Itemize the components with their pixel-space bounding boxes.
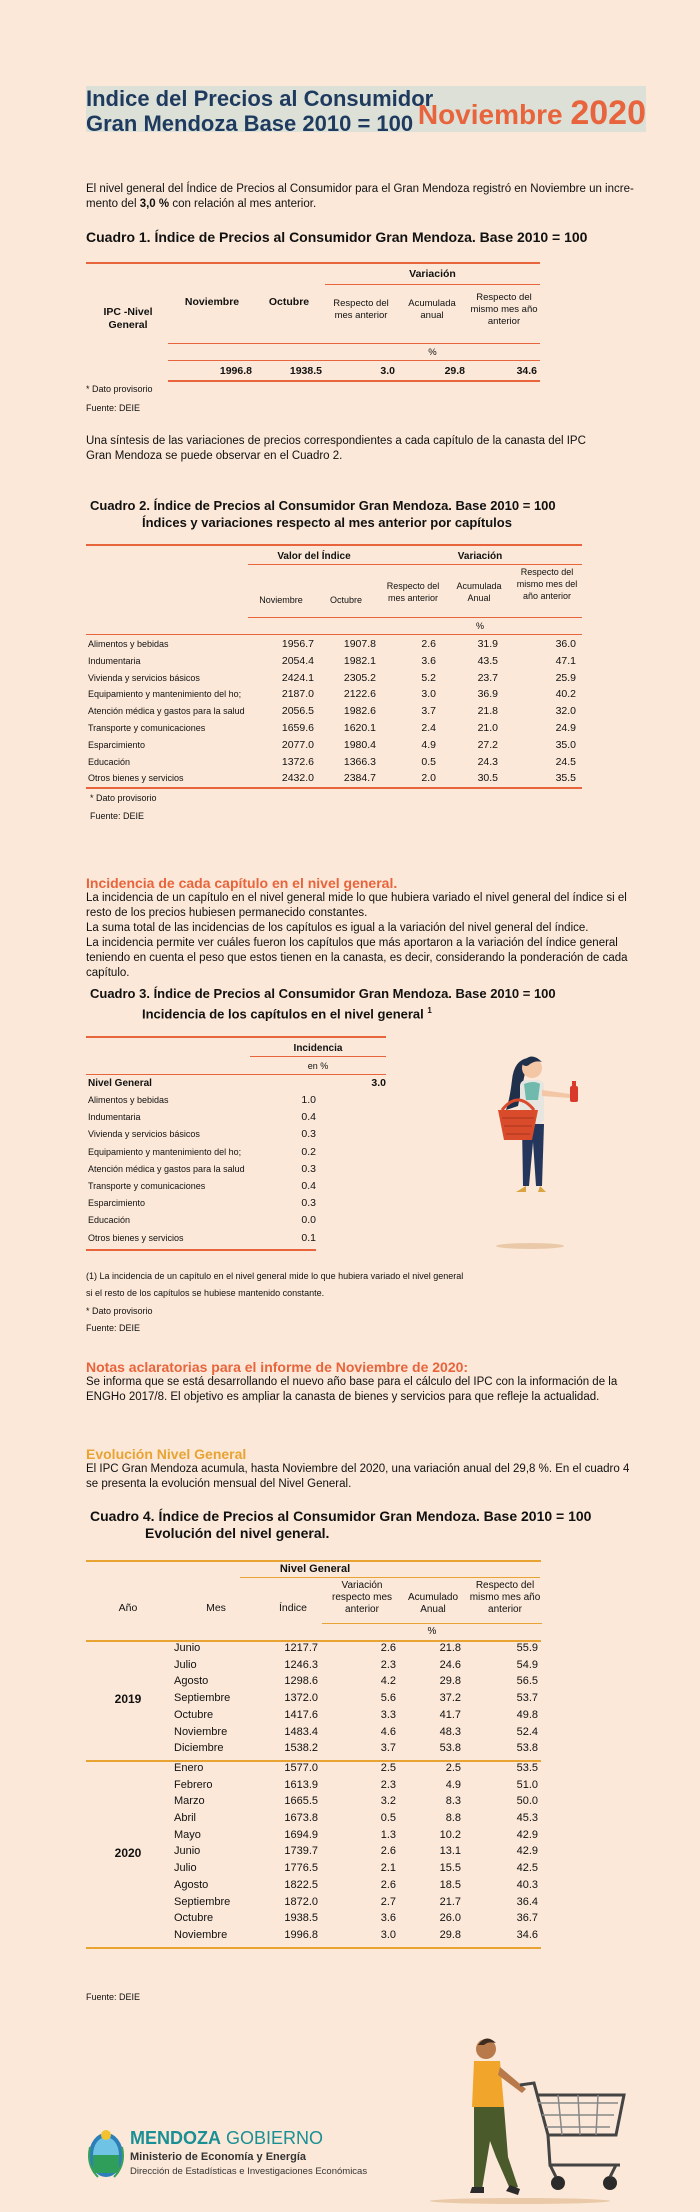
cell-value: 3.2 <box>380 1795 396 1808</box>
cell-value: 1694.9 <box>284 1828 318 1841</box>
cell-value: 36.9 <box>477 688 498 701</box>
cuadro3-general-value: 3.0 <box>371 1077 386 1089</box>
cuadro3-unit: en % <box>307 1061 329 1071</box>
cell-value: 4.6 <box>380 1725 396 1738</box>
cell-value: 5.2 <box>421 671 436 684</box>
report-title: Indice del Precios al Consumidor Gran Mendoza Base 2010 = 100 <box>86 86 434 136</box>
cell-value: 2.6 <box>380 1845 396 1858</box>
cell-value: 2.3 <box>380 1658 396 1671</box>
cell-value: 2122.6 <box>343 688 376 701</box>
cuadro4-col-acum: Acumulado Anual <box>407 1592 459 1615</box>
cell-value: 2384.7 <box>343 772 376 785</box>
cell-value: 2432.0 <box>281 772 314 785</box>
table-row <box>0 704 700 720</box>
table-row <box>0 1762 700 1778</box>
notas-heading: Notas aclaratorias para el informe de Noviembre de 2020: <box>86 1359 469 1375</box>
cell-value: 4.2 <box>380 1675 396 1688</box>
cell-value: 25.9 <box>555 671 576 684</box>
cell-value: 3.7 <box>380 1742 396 1755</box>
cell-value: 2.1 <box>380 1862 396 1875</box>
cell-value: 1822.5 <box>284 1878 318 1891</box>
cell-value: 51.0 <box>516 1778 538 1791</box>
cuadro1-col-mes: Respecto del mes anterior <box>333 298 389 321</box>
evolucion-text: El IPC Gran Mendoza acumula, hasta Noviembre del 2020, una variación anual del 29,8 %. En el cuadro 4 se presenta la evolución mensual del Nivel General. <box>86 1463 630 1490</box>
table-row <box>0 1726 700 1742</box>
row-label: Otros bienes y servicios <box>88 1232 184 1243</box>
cuadro2-note: * Dato provisorio <box>90 793 157 803</box>
table-row <box>0 738 700 754</box>
cell-value: 2.6 <box>380 1642 396 1654</box>
cuadro3-note: * Dato provisorio <box>86 1306 153 1316</box>
table-row <box>0 654 700 670</box>
cell-value: 0.5 <box>380 1812 396 1824</box>
cell-value: 0.3 <box>301 1128 316 1141</box>
cell-value: 29.8 <box>439 1928 461 1941</box>
cuadro1-value: 34.6 <box>516 365 537 377</box>
cuadro1-note: * Dato provisorio <box>86 384 153 394</box>
cell-value: 0.4 <box>301 1180 316 1192</box>
cell-value: 21.0 <box>477 722 498 734</box>
cell-value: 0.3 <box>301 1162 316 1175</box>
cell-value: 1982.1 <box>343 654 376 667</box>
cell-value: 1907.8 <box>343 638 376 650</box>
cell-value: 3.3 <box>380 1708 396 1721</box>
cell-value: 1366.3 <box>343 755 376 768</box>
notas-text: Se informa que se está desarrollando el nuevo año base para el cálculo del IPC con la información de la ENGHo 2017/8. El objetivo es ampliar la canasta de bienes y servicios para que refleje la actualidad. <box>86 1376 618 1403</box>
row-label: Esparcimiento <box>88 739 146 750</box>
row-label: Atención médica y gastos para la salud <box>88 706 245 717</box>
cell-value: 1872.0 <box>284 1895 318 1908</box>
ministerio-name: Ministerio de Economía y Energía <box>130 2151 307 2163</box>
year-label: 2019 <box>114 1692 142 1707</box>
divider <box>322 1623 542 1624</box>
cell-value: 2.5 <box>445 1761 461 1774</box>
divider <box>86 787 582 789</box>
cuadro4-pct: % <box>427 1626 437 1637</box>
cell-value: 18.5 <box>439 1878 461 1891</box>
table-row <box>0 1659 700 1675</box>
month-label: Marzo <box>174 1795 205 1808</box>
cuadro4-group: Nivel General <box>279 1563 351 1575</box>
cuadro2-col-oct: Octubre <box>329 595 362 605</box>
month-label: Diciembre <box>174 1742 224 1755</box>
cell-value: 2.6 <box>380 1878 396 1891</box>
month-label: Agosto <box>174 1878 209 1891</box>
cuadro4-col-mes: Mes <box>206 1602 226 1614</box>
cell-value: 47.1 <box>555 654 576 667</box>
cell-value: 35.5 <box>555 772 576 785</box>
cell-value: 24.6 <box>439 1658 461 1671</box>
year-label: 2020 <box>114 1845 142 1860</box>
cuadro1-value: 1938.5 <box>289 365 322 377</box>
cell-value: 24.3 <box>477 755 498 768</box>
cell-value: 2305.2 <box>343 671 376 684</box>
month-label: Octubre <box>174 1912 214 1925</box>
cell-value: 4.9 <box>421 738 436 751</box>
intro-text: El nivel general del Índice de Precios al Consumidor para el Gran Mendoza registró en Noviembre un incre- mento del 3,0 % con relación al mes anterior. <box>86 183 634 210</box>
cell-value: 35.0 <box>555 738 576 751</box>
cell-value: 55.9 <box>516 1642 538 1654</box>
cell-value: 3.6 <box>421 654 436 667</box>
month-label: Junio <box>174 1845 201 1858</box>
divider <box>248 617 582 618</box>
table-row <box>0 771 700 787</box>
cuadro3-general-label: Nivel General <box>88 1078 152 1089</box>
cell-value: 1938.5 <box>284 1912 318 1925</box>
row-label: Alimentos y bebidas <box>88 1095 169 1105</box>
cell-value: 0.4 <box>301 1111 316 1124</box>
table-row <box>0 1642 700 1658</box>
divider <box>86 1560 541 1562</box>
cuadro4-col-anio: Año <box>118 1602 138 1614</box>
cell-value: 32.0 <box>555 705 576 718</box>
divider <box>86 1074 386 1075</box>
table-row <box>0 755 700 771</box>
row-label: Vivienda y servicios básicos <box>88 672 200 683</box>
month-label: Enero <box>174 1761 204 1774</box>
table-row <box>0 1862 700 1878</box>
cuadro2-col-nov: Noviembre <box>259 595 303 605</box>
cell-value: 8.8 <box>445 1812 461 1824</box>
cell-value: 0.5 <box>421 755 436 768</box>
cell-value: 2.6 <box>421 638 436 650</box>
table-row <box>0 721 700 737</box>
cuadro1-title: Cuadro 1. Índice de Precios al Consumidor Gran Mendoza. Base 2010 = 100 <box>86 229 588 245</box>
cell-value: 3.7 <box>421 705 436 718</box>
month-label: Febrero <box>174 1778 213 1791</box>
cuadro2-col-anio: Respecto del mismo mes del año anterior <box>516 567 578 601</box>
divider <box>86 1947 541 1949</box>
cuadro2-col-acum: Acumulada Anual <box>456 581 502 603</box>
cuadro2-title: Cuadro 2. Índice de Precios al Consumidor Gran Mendoza. Base 2010 = 100 Índices y variaciones respecto al mes anterior por capítulos <box>90 498 556 530</box>
cuadro4-title: Cuadro 4. Índice de Precios al Consumidor Gran Mendoza. Base 2010 = 100 Evolución del nivel general. <box>90 1508 592 1541</box>
cuadro3-footnote: si el resto de los capítulos se hubiese mantenido constante. <box>86 1288 325 1298</box>
row-label: Equipamiento y mantenimiento del ho; <box>88 1146 242 1157</box>
cuadro3-col: Incidencia <box>293 1043 343 1054</box>
table-row <box>0 1845 700 1861</box>
cell-value: 1372.0 <box>284 1692 318 1705</box>
cell-value: 1577.0 <box>284 1761 318 1774</box>
cuadro1-row-header: IPC -Nivel General <box>103 306 153 331</box>
man-with-cart-illustration <box>420 2035 640 2205</box>
table-row <box>0 1709 700 1725</box>
cuadro1-value: 1996.8 <box>219 365 252 377</box>
cell-value: 2.4 <box>421 722 436 734</box>
cell-value: 30.5 <box>477 772 498 785</box>
cell-value: 24.9 <box>555 722 576 734</box>
cell-value: 27.2 <box>477 738 498 751</box>
month-label: Septiembre <box>174 1895 231 1908</box>
month-label: Julio <box>174 1658 197 1671</box>
cell-value: 4.9 <box>445 1778 461 1791</box>
cuadro1-col-acum: Acumulada anual <box>408 298 456 321</box>
row-label: Alimentos y bebidas <box>88 639 169 649</box>
cell-value: 23.7 <box>477 671 498 684</box>
divider <box>250 1056 386 1057</box>
cell-value: 2054.4 <box>281 654 314 667</box>
month-label: Noviembre <box>174 1928 228 1941</box>
cuadro1-pct: % <box>428 347 437 358</box>
cell-value: 40.3 <box>516 1878 538 1891</box>
cell-value: 1538.2 <box>284 1742 318 1755</box>
divider <box>168 343 540 344</box>
cell-value: 1372.6 <box>281 755 314 768</box>
table-row <box>0 687 700 703</box>
cell-value: 29.8 <box>439 1675 461 1688</box>
cuadro4-source: Fuente: DEIE <box>86 1992 141 2002</box>
cell-value: 1217.7 <box>284 1642 318 1654</box>
cell-value: 21.8 <box>439 1642 461 1654</box>
cell-value: 1659.6 <box>281 722 314 734</box>
row-label: Indumentaria <box>88 655 141 666</box>
cell-value: 54.9 <box>516 1658 538 1671</box>
cuadro4-col-indice: Índice <box>278 1602 308 1614</box>
row-label: Transporte y comunicaciones <box>88 723 206 733</box>
mendoza-coat-of-arms-icon <box>86 2125 126 2181</box>
cell-value: 42.9 <box>516 1845 538 1858</box>
cuadro2-variacion: Variación <box>457 551 503 562</box>
divider <box>86 1249 316 1251</box>
evolucion-heading: Evolución Nivel General <box>86 1446 247 1462</box>
cell-value: 15.5 <box>439 1862 461 1875</box>
divider <box>240 1577 540 1578</box>
cell-value: 1776.5 <box>284 1862 318 1875</box>
row-label: Transporte y comunicaciones <box>88 1181 206 1191</box>
cell-value: 1483.4 <box>284 1725 318 1738</box>
month-label: Mayo <box>174 1828 201 1841</box>
cell-value: 36.0 <box>555 638 576 650</box>
table-row <box>0 1675 700 1691</box>
row-label: Atención médica y gastos para la salud <box>88 1163 245 1174</box>
cell-value: 42.5 <box>516 1862 538 1875</box>
cell-value: 0.0 <box>301 1214 316 1227</box>
table-row <box>0 1896 700 1912</box>
cell-value: 2187.0 <box>281 688 314 701</box>
cell-value: 2077.0 <box>281 738 314 751</box>
cell-value: 3.0 <box>380 1928 396 1941</box>
cell-value: 1.3 <box>380 1828 396 1841</box>
cuadro3-source: Fuente: DEIE <box>86 1323 141 1333</box>
cuadro4-col-anio-ant: Respecto del mismo mes año anterior <box>469 1580 541 1615</box>
divider <box>86 1036 386 1038</box>
cell-value: 45.3 <box>516 1812 538 1824</box>
cuadro2-source: Fuente: DEIE <box>90 811 145 821</box>
cell-value: 1417.6 <box>284 1708 318 1721</box>
cell-value: 26.0 <box>439 1912 461 1925</box>
cell-value: 48.3 <box>439 1725 461 1738</box>
cuadro3-title: Cuadro 3. Índice de Precios al Consumidor Gran Mendoza. Base 2010 = 100 Incidencia de los capítulos en el nivel general $^1$ <box>90 986 556 1022</box>
month-label: Junio <box>174 1642 201 1654</box>
cuadro2-valor-indice: Valor del Índice <box>277 551 351 562</box>
cell-value: 53.8 <box>439 1742 461 1755</box>
cell-value: 49.8 <box>516 1708 538 1721</box>
cuadro1-source: Fuente: DEIE <box>86 403 141 413</box>
cell-value: 0.3 <box>301 1197 316 1210</box>
table-row <box>0 1742 700 1758</box>
cell-value: 1996.8 <box>284 1928 318 1941</box>
row-label: Equipamiento y mantenimiento del ho; <box>88 689 242 700</box>
cell-value: 31.9 <box>477 638 498 650</box>
cell-value: 2.3 <box>380 1778 396 1791</box>
cell-value: 52.4 <box>516 1725 538 1738</box>
divider <box>248 564 582 565</box>
divider <box>86 544 582 546</box>
cell-value: 53.8 <box>516 1742 538 1755</box>
cuadro1-col-oct: Octubre <box>268 296 310 308</box>
table-row <box>0 1779 700 1795</box>
cuadro1-value: 29.8 <box>444 365 465 377</box>
table-row <box>0 1912 700 1928</box>
table-row <box>0 1929 700 1945</box>
divider <box>86 262 540 264</box>
cell-value: 24.5 <box>555 755 576 768</box>
row-label: Esparcimiento <box>88 1198 146 1209</box>
cell-value: 42.9 <box>516 1828 538 1841</box>
table-row <box>0 1879 700 1895</box>
table-row <box>0 1795 700 1811</box>
divider <box>168 380 540 382</box>
divider <box>325 284 540 285</box>
cell-value: 5.6 <box>380 1692 396 1705</box>
cuadro1-col-anio: Respecto del mismo mes año anterior <box>470 292 538 327</box>
cell-value: 53.5 <box>516 1761 538 1774</box>
cell-value: 10.2 <box>439 1828 461 1841</box>
cell-value: 1246.3 <box>284 1658 318 1671</box>
month-label: Abril <box>174 1812 197 1824</box>
brand-name: MENDOZA GOBIERNO <box>130 2128 324 2148</box>
cell-value: 2056.5 <box>281 705 314 718</box>
incidencia-heading: Incidencia de cada capítulo en el nivel general. <box>86 875 398 891</box>
cell-value: 1956.7 <box>281 638 314 650</box>
cell-value: 2.7 <box>380 1895 396 1908</box>
cell-value: 36.7 <box>516 1912 538 1925</box>
cell-value: 50.0 <box>516 1795 538 1808</box>
month-label: Agosto <box>174 1675 209 1688</box>
cell-value: 37.2 <box>439 1692 461 1705</box>
cuadro1-value: 3.0 <box>380 365 395 377</box>
row-label: Educación <box>88 756 131 767</box>
report-header <box>86 86 646 136</box>
table-row <box>0 1692 700 1708</box>
table-row <box>0 1812 700 1828</box>
cell-value: 1.0 <box>301 1094 316 1106</box>
cell-value: 2424.1 <box>281 671 314 684</box>
row-label: Educación <box>88 1215 131 1226</box>
cell-value: 2.0 <box>421 772 436 785</box>
cell-value: 13.1 <box>439 1845 461 1858</box>
row-label: Indumentaria <box>88 1112 141 1123</box>
sintesis-text: Una síntesis de las variaciones de precios correspondientes a cada capítulo de la canasta del IPC Gran Mendoza se puede observar en el Cuadro 2. <box>86 435 586 462</box>
cell-value: 1298.6 <box>284 1675 318 1688</box>
cell-value: 40.2 <box>555 688 576 701</box>
cell-value: 1739.7 <box>284 1845 318 1858</box>
cell-value: 1982.6 <box>343 705 376 718</box>
cell-value: 0.1 <box>301 1231 316 1244</box>
cell-value: 34.6 <box>516 1928 538 1941</box>
table-row <box>0 637 700 653</box>
cell-value: 1980.4 <box>343 738 376 751</box>
cell-value: 56.5 <box>516 1675 538 1688</box>
cuadro1-variacion: Variación <box>409 268 456 280</box>
cuadro3-footnote: (1) La incidencia de un capítulo en el nivel general mide lo que hubiera variado el nivel general <box>86 1271 464 1281</box>
cuadro4-col-var-mes: Variación respecto mes anterior <box>331 1580 393 1615</box>
month-label: Julio <box>174 1862 197 1875</box>
cell-value: 2.5 <box>380 1761 396 1774</box>
cell-value: 1620.1 <box>343 722 376 734</box>
table-row <box>0 671 700 687</box>
cell-value: 43.5 <box>477 654 498 667</box>
cuadro2-col-mes: Respecto del mes anterior <box>386 581 440 603</box>
divider <box>86 634 582 635</box>
cell-value: 1673.8 <box>284 1812 318 1824</box>
cell-value: 41.7 <box>439 1708 461 1721</box>
direccion-name: Dirección de Estadísticas e Investigaciones Económicas <box>130 2166 368 2177</box>
woman-shopping-illustration <box>490 1050 610 1250</box>
cell-value: 21.7 <box>439 1895 461 1908</box>
month-label: Noviembre <box>174 1725 228 1738</box>
cell-value: 36.4 <box>516 1895 538 1908</box>
month-label: Octubre <box>174 1708 214 1721</box>
cell-value: 3.0 <box>421 688 436 701</box>
table-row <box>0 1829 700 1845</box>
incidencia-text: La incidencia de un capítulo en el nivel general mide lo que hubiera variado el nivel general del índice si el resto de los precios hubiesen permanecido constantes. La suma total de las incidencias de los capítulos es igual a la variación del nivel general del índice. La incidencia permite ver cuáles fueron los capítulos que más aportaron a la variación del índice general teniendo en cuenta el peso que estos tienen en la canasta, es decir, considerando la ponderación de cada capítulo. <box>86 892 628 979</box>
cuadro1-col-nov: Noviembre <box>184 296 240 308</box>
cell-value: 1613.9 <box>284 1778 318 1791</box>
cell-value: 53.7 <box>516 1692 538 1705</box>
divider <box>168 360 540 361</box>
cell-value: 21.8 <box>477 705 498 718</box>
cell-value: 1665.5 <box>284 1795 318 1808</box>
row-label: Vivienda y servicios básicos <box>88 1129 200 1140</box>
cell-value: 3.6 <box>380 1912 396 1925</box>
report-period: Noviembre 2020 <box>417 94 646 132</box>
row-label: Otros bienes y servicios <box>88 773 184 784</box>
month-label: Septiembre <box>174 1692 231 1705</box>
cell-value: 0.2 <box>301 1145 316 1158</box>
cell-value: 8.3 <box>445 1795 461 1808</box>
cuadro2-pct: % <box>475 621 484 631</box>
